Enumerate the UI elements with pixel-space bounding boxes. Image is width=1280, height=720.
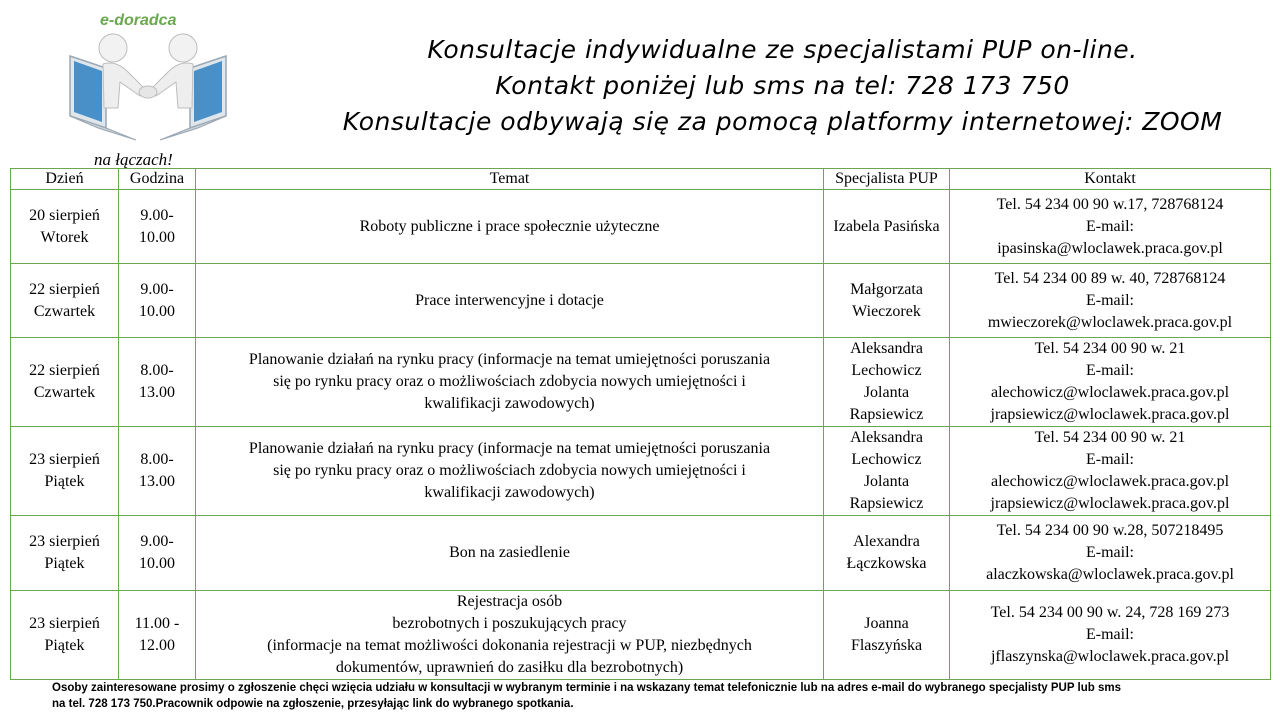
cell-time: 8.00- 13.00 [119,338,196,427]
table-row [11,427,1271,516]
cell-time: 11.00 - 12.00 [119,591,196,680]
header-line-3: Konsultacje odbywają się za pomocą platformy internetowej: ZOOM [342,107,1223,136]
email-link[interactable]: jrapsiewicz@wloclawek.praca.gov.pl [990,406,1230,423]
cell-contact: Tel. 54 234 00 90 w. 24, 728 169 273 E-mail: jflaszynska@wloclawek.praca.gov.pl [950,591,1271,680]
cell-topic: Roboty publiczne i prace społecznie użyteczne [196,190,824,264]
cell-topic: Prace interwencyjne i dotacje [196,264,824,338]
cell-day: 23 sierpień Piątek [11,591,119,680]
logo-title: e-doradca [100,12,177,29]
cell-topic: Planowanie działań na rynku pracy (informacje na temat umiejętności poruszania się po rynku pracy oraz o możliwościach zdobycia nowych umiejętności i kwalifikacji zawodowych) [196,338,824,427]
cell-contact: Tel. 54 234 00 90 w.17, 728768124 E-mail: ipasinska@wloclawek.praca.gov.pl [950,190,1271,264]
cell-contact: Tel. 54 234 00 90 w. 21 E-mail: alechowicz@wloclawek.praca.gov.pl jrapsiewicz@wloclawek.praca.gov.pl [950,338,1271,427]
page-header [290,32,1275,140]
logo-tagline: na łączach! [94,150,173,169]
email-link[interactable]: alaczkowska@wloclawek.praca.gov.pl [986,566,1234,583]
cell-specialist: Aleksandra Lechowicz Jolanta Rapsiewicz [824,338,950,427]
cell-day: 20 sierpień Wtorek [11,190,119,264]
cell-specialist: Izabela Pasińska [824,190,950,264]
cell-day: 22 sierpień Czwartek [11,264,119,338]
footer-line-1: Osoby zainteresowane prosimy o zgłoszenie chęci wzięcia udziału w konsultacji w wybranym terminie i na wskazany temat telefonicznie lub na adres e-mail do wybranego specjalisty PUP lub sms [52,682,1121,694]
table-row [11,264,1271,338]
cell-specialist: Joanna Flaszyńska [824,591,950,680]
header-line-2: Kontakt poniżej lub sms na tel: 728 173 750 [495,71,1070,100]
email-link[interactable]: jrapsiewicz@wloclawek.praca.gov.pl [990,495,1230,512]
cell-contact: Tel. 54 234 00 90 w. 21 E-mail: alechowicz@wloclawek.praca.gov.pl jrapsiewicz@wloclawek.praca.gov.pl [950,427,1271,516]
cell-contact: Tel. 54 234 00 90 w.28, 507218495 E-mail: alaczkowska@wloclawek.praca.gov.pl [950,516,1271,591]
header-day: Dzień [11,169,119,190]
header-specialist: Specjalista PUP [824,169,950,190]
email-link[interactable]: mwieczorek@wloclawek.praca.gov.pl [987,313,1233,331]
footer-note [52,680,1267,712]
table-row [11,591,1271,680]
cell-time: 8.00- 13.00 [119,427,196,516]
cell-day: 23 sierpień Piątek [11,427,119,516]
cell-specialist: Aleksandra Lechowicz Jolanta Rapsiewicz [824,427,950,516]
cell-specialist: Małgorzata Wieczorek [824,264,950,338]
cell-topic: Planowanie działań na rynku pracy (informacje na temat umiejętności poruszania się po rynku pracy oraz o możliwościach zdobycia nowych umiejętności i kwalifikacji zawodowych) [196,427,824,516]
email-link[interactable]: alechowicz@wloclawek.praca.gov.pl [990,384,1230,401]
cell-day: 22 sierpień Czwartek [11,338,119,427]
table-row [11,338,1271,427]
header-topic: Temat [196,169,824,190]
cell-time: 9.00- 10.00 [119,190,196,264]
cell-contact: Tel. 54 234 00 89 w. 40, 728768124 E-mail: mwieczorek@wloclawek.praca.gov.pl [950,264,1271,338]
table-row [11,516,1271,591]
cell-time: 9.00- 10.00 [119,516,196,591]
header-contact: Kontakt [950,169,1271,190]
table-header-row [11,169,1271,190]
cell-time: 9.00- 10.00 [119,264,196,338]
email-link[interactable]: jflaszynska@wloclawek.praca.gov.pl [990,648,1230,665]
header-time: Godzina [119,169,196,190]
logo [58,8,238,169]
consultation-table [10,168,1271,680]
header-line-1: Konsultacje indywidualne ze specjalistami PUP on-line. [427,35,1138,64]
table-row [11,190,1271,264]
handshake-laptops-icon [58,28,238,158]
cell-topic: Bon na zasiedlenie [196,516,824,591]
cell-specialist: Alexandra Łączkowska [824,516,950,591]
cell-day: 23 sierpień Piątek [11,516,119,591]
email-link[interactable]: alechowicz@wloclawek.praca.gov.pl [990,473,1230,490]
email-link[interactable]: ipasinska@wloclawek.praca.gov.pl [997,239,1223,257]
footer-line-2: na tel. 728 173 750.Pracownik odpowie na zgłoszenie, przesyłając link do wybranego spotkania. [52,698,574,710]
cell-topic: Rejestracja osób bezrobotnych i poszukujących pracy (informacje na temat możliwości dokonania rejestracji w PUP, niezbędnych dokumentów, uprawnień do zasiłku dla bezrobotnych) [196,591,824,680]
